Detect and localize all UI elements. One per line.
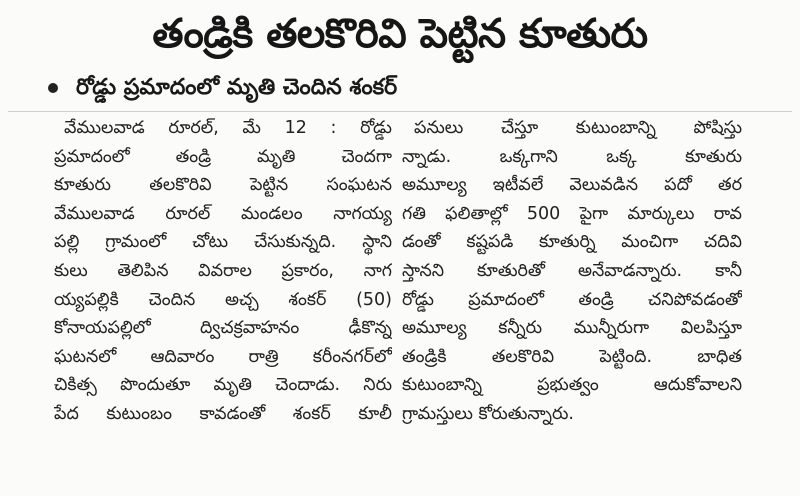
body-line: అమూల్య కన్నీరు మున్నీరుగా విలపిస్తూ	[402, 318, 742, 339]
body-line: పనులు చేస్తూ కుటుంబాన్ని పోషిస్తు	[414, 118, 742, 138]
body-line: న్నాడు. ఒక్కగాని ఒక్క కూతురు	[402, 146, 742, 167]
body-line: గతి ఫలితాల్లో 500 పైగా మార్కులు రావ	[402, 203, 742, 224]
body-line: డంతో కష్టపడి కూతుర్ని మంచిగా చదివి	[402, 232, 742, 253]
headline: తండ్రికి తలకొరివి పెట్టిన కూతురు	[152, 11, 648, 57]
article-column-right	[402, 114, 742, 429]
body-line: చికిత్స పొందుతూ మృతి చెందాడు. నిరు	[54, 375, 392, 396]
body-line: కుటుంబాన్ని ప్రభుత్వం ఆదుకోవాలని	[402, 375, 742, 396]
body-line: తండ్రికి తలకొరివి పెట్టింది. బాధిత	[402, 346, 742, 367]
body-line: కూతురు తలకొరివి పెట్టిన సంఘటన	[54, 175, 392, 196]
subheadline	[48, 72, 397, 104]
body-line: స్తానని కూతురితో అనేవాడన్నారు. కానీ	[402, 260, 742, 281]
bullet-dot-icon	[48, 83, 58, 93]
body-line: య్యపల్లికి చెందిన అచ్చ శంకర్ (50)	[54, 289, 392, 310]
body-line: ఘటనలో ఆదివారం రాత్రి కరీంనగర్‌లో	[54, 346, 392, 367]
body-line: ప్రమాదంలో తండ్రి మృతి చెందగా	[54, 146, 392, 167]
body-line: పేద కుటుంబం కావడంతో శంకర్ కూలీ	[54, 403, 392, 424]
body-line: పల్లి గ్రామంలో చోటు చేసుకున్నది. స్థాని	[54, 232, 392, 253]
body-line: కులు తెలిపిన వివరాల ప్రకారం, నాగ	[54, 260, 392, 281]
body-line: అమూల్య ఇటీవలే వెలువడిన పదో తర	[402, 175, 742, 196]
body-line: వేములవాడ రూరల్ మండలం నాగయ్య	[54, 203, 392, 224]
body-line: గ్రామస్తులు కోరుతున్నారు.	[402, 403, 574, 424]
article-column-left	[54, 114, 392, 429]
body-line: వేములవాడ రూరల్, మే 12 : రోడ్డు	[64, 118, 392, 138]
divider	[8, 111, 792, 112]
body-line: రోడ్డు ప్రమాదంలో తండ్రి చనిపోవడంతో	[402, 289, 742, 310]
subheadline-text: రోడ్డు ప్రమాదంలో మృతి చెందిన శంకర్	[76, 75, 398, 100]
body-line: కోనాయపల్లిలో ద్విచక్రవాహనం ఢీకొన్న	[54, 318, 392, 339]
